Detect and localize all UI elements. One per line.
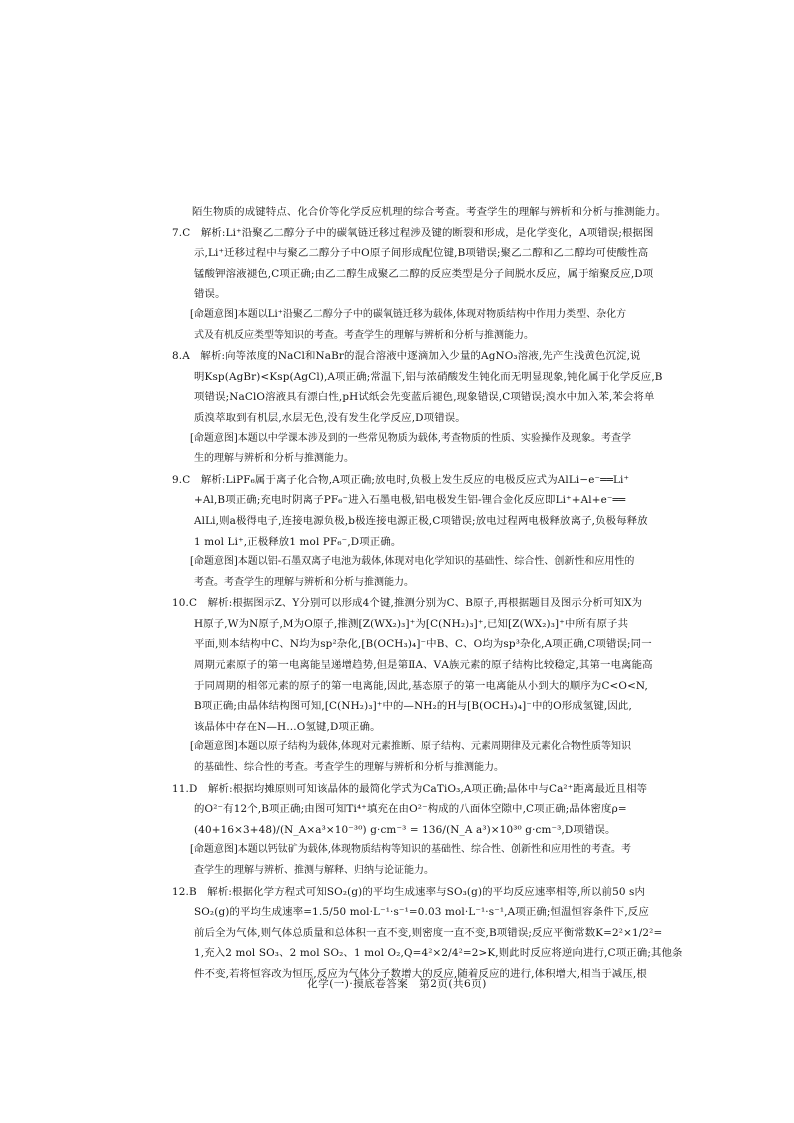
text-line: 件不变,若将恒容改为恒压,反应为气体分子数增大的反应,随着反应的进行,体积增大,相当于减压,根 [194, 967, 647, 980]
text-line: 错误。 [194, 288, 226, 301]
text-line: (40+16×3+48)/(N_A×a³×10⁻³⁰) g·cm⁻³ = 136/(N_A a³)×10³⁰ g·cm⁻³,D项错误。 [194, 823, 616, 836]
answer-block [172, 470, 690, 594]
continuation-text [172, 202, 690, 223]
text-line: 11.D 解析:根据均摊原则可知该晶体的最简化学式为CaTiO₃,A项正确;晶体中与Ca²⁺距离最近且相等 [172, 782, 648, 795]
text-line: 的O²⁻有12个,B项正确;由图可知Ti⁴⁺填充在由O²⁻构成的八面体空隙中,C项正确;晶体密度ρ= [194, 803, 627, 816]
text-line: 陌生物质的成键特点、化合价等化学反应机理的综合考查。考查学生的理解与辨析和分析与推测能力。 [192, 206, 667, 218]
text-line: 明Ksp(AgBr)<Ksp(AgCl),A项正确;常温下,铝与浓硝酸发生钝化而无明显现象,钝化属于化学反应,B [194, 370, 663, 383]
text-line: 质溴萃取到有机层,水层无色,没有发生化学反应,D项错误。 [194, 411, 466, 424]
text-line: 7.C 解析:Li⁺沿聚乙二醇分子中的碳氧链迁移过程涉及键的断裂和形成，是化学变化，A项错误;根据图 [172, 226, 654, 239]
answer-block [172, 346, 690, 470]
intent-line: [命题意图]本题以Li⁺沿聚乙二醇分子中的碳氧链迁移为载体,体现对物质结构中作用力类型、杂化方 [190, 308, 627, 320]
answer-explanation [172, 223, 690, 305]
intent-note [172, 737, 690, 778]
answer-block [172, 593, 690, 778]
text-line: 于同周期的相邻元素的原子的第一电离能,因此,基态原子的第一电离能从小到大的顺序为C<O<N, [194, 679, 648, 692]
text-line: 周期元素原子的第一电离能呈递增趋势,但是第ⅡA、ⅤA族元素的原子结构比较稳定,其第一电离能高 [194, 659, 653, 672]
answer-block [172, 223, 690, 347]
text-line: H原子,W为N原子,M为O原子,推测[Z(WX₂)₃]⁺为[C(NH₂)₃]⁺,已知[Z(WX₂)₃]⁺中所有原子共 [194, 617, 629, 630]
text-line: AlLi,则a极得电子,连接电源负极,b极连接电源正极,C项错误;放电过程两电极释放离子,负极每释放 [194, 514, 648, 527]
answer-explanation [172, 882, 690, 985]
text-line: 该晶体中存在N—H…O氢键,D项正确。 [194, 720, 381, 733]
text-line: +Al,B项正确;充电时阴离子PF₆⁻进入石墨电极,铝电极发生铝-锂合金化反应即Li⁺+Al+e⁻══ [194, 494, 626, 507]
text-line: 1,充入2 mol SO₃、2 mol SO₂、1 mol O₂,Q=4²×2/4²=2>K,则此时反应将逆向进行,C项正确;其他条 [194, 947, 683, 960]
text-line: 12.B 解析:根据化学方程式可知SO₂(g)的平均生成速率与SO₃(g)的平均反应速率相等,所以前50 s内 [172, 885, 646, 898]
intent-line: 查学生的理解与辨析、推测与解释、归纳与论证能力。 [194, 865, 434, 876]
intent-line: [命题意图]本题以钙钛矿为载体,体现物质结构等知识的基础性、综合性、创新性和应用性的考查。考 [190, 844, 631, 856]
text-line: 前后全为气体,则气体总质量和总体积一直不变,则密度一直不变,B项错误;反应平衡常数K=2²×1/2²= [194, 926, 663, 939]
text-line: 10.C 解析:根据图示Z、Y分别可以形成4个键,推测分别为C、B原子,再根据题目及图示分析可知X为 [172, 597, 643, 610]
text-line: 8.A 解析:向等浓度的NaCl和NaBr的混合溶液中逐滴加入少量的AgNO₃溶液,先产生浅黄色沉淀,说 [172, 350, 641, 363]
continuation-block [172, 202, 690, 223]
intent-line: 考查。考查学生的理解与辨析和分析与推测能力。 [194, 576, 414, 588]
intent-line: [命题意图]本题以中学课本涉及到的一些常见物质为载体,考查物质的性质、实验操作及现象。考查学 [190, 432, 631, 444]
intent-line: 式及有机反应类型等知识的考查。考查学生的理解与辨析和分析与推测能力。 [194, 329, 534, 341]
answer-block [172, 882, 690, 985]
intent-line: 的基础性、综合性的考查。考查学生的理解与辨析和分析与推测能力。 [194, 762, 504, 774]
text-line: 9.C 解析:LiPF₆属于离子化合物,A项正确;放电时,负极上发生反应的电极反应式为AlLi−e⁻══Li⁺ [172, 473, 630, 486]
text-line: 1 mol Li⁺,正极释放1 mol PF₆⁻,D项正确。 [194, 535, 402, 548]
text-line: 平面,则本结构中C、N均为sp²杂化,[B(OCH₃)₄]⁻中B、C、O均为sp³杂化,A项正确,C项错误;同一 [194, 638, 652, 651]
intent-line: [命题意图]本题以原子结构为载体,体现对元素推断、原子结构、元素周期律及元素化合物性质等知识 [190, 741, 631, 753]
text-line: 锰酸钾溶液褪色,C项正确;由乙二醇生成聚乙二醇的反应类型是分子间脱水反应，属于缩聚反应,D项 [194, 267, 654, 280]
answer-block [172, 779, 690, 882]
intent-line: 生的理解与辨析和分析与推测能力。 [194, 453, 354, 465]
answer-explanation [172, 779, 690, 841]
intent-note [172, 552, 690, 593]
text-line: 项错误;NaClO溶液具有漂白性,pH试纸会先变蓝后褪色,现象错误,C项错误;溴水中加入苯,苯会将单 [194, 391, 655, 404]
text-line: 示,Li⁺迁移过程中与聚乙二醇分子中O原子间形成配位键,B项错误;聚乙二醇和乙二醇均可使酸性高 [194, 247, 649, 260]
intent-note [172, 429, 690, 470]
text-line: B项正确;由晶体结构图可知,[C(NH₂)₃]⁺中的—NH₂的H与[B(OCH₃)₄]⁻中的O形成氢键,因此, [194, 700, 632, 713]
answer-explanation [172, 470, 690, 552]
intent-note [172, 305, 690, 346]
intent-line: [命题意图]本题以铝-石墨双离子电池为载体,体现对电化学知识的基础性、综合性、创新性和应用性的 [190, 556, 635, 568]
answer-explanation [172, 346, 690, 428]
answer-explanation [172, 593, 690, 737]
intent-note [172, 840, 690, 881]
answer-content [172, 202, 690, 985]
page-footer: 化学(一)·摸底卷答案 第2页(共6页) [307, 978, 487, 990]
text-line: SO₂(g)的平均生成速率=1.5/50 mol·L⁻¹·s⁻¹=0.03 mol·L⁻¹·s⁻¹,A项正确;恒温恒容条件下,反应 [194, 906, 649, 919]
